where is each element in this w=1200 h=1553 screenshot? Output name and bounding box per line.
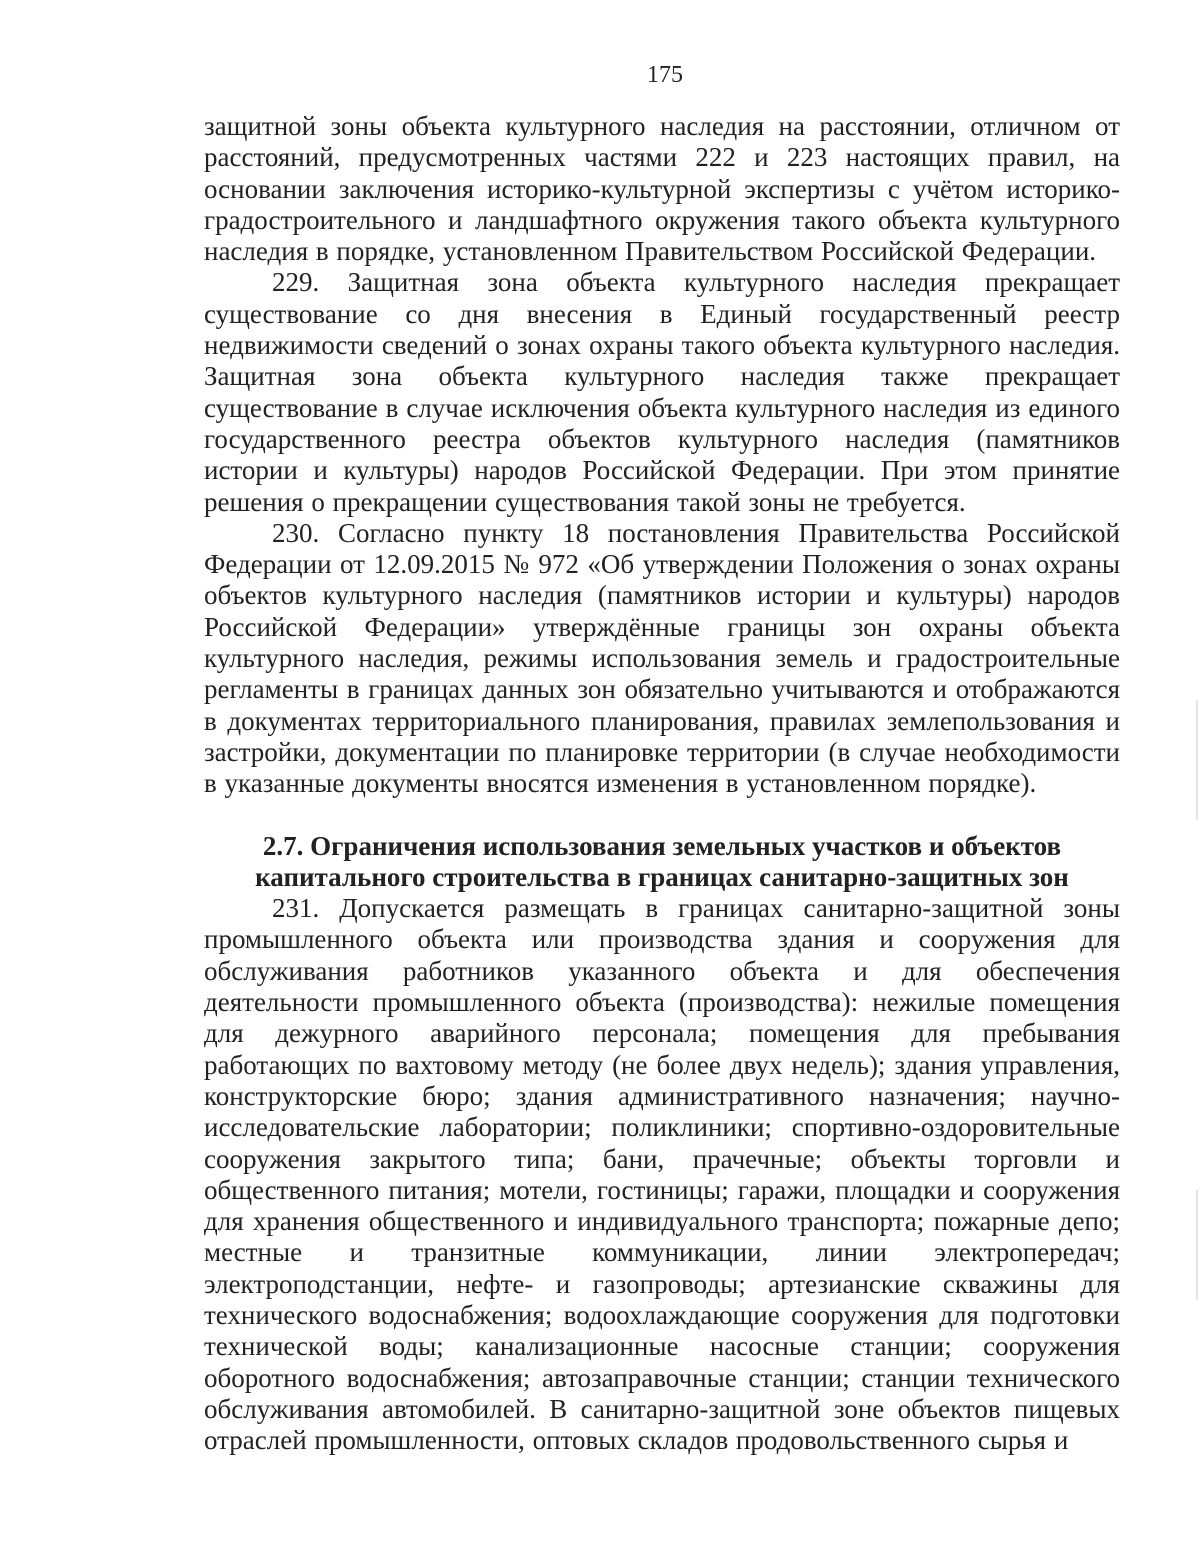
paragraph-229: 229. Защитная зона объекта культурного наследия прекращает существование со дня внесения в Единый государственный реестр недвижимости сведений о зонах охраны такого объекта культурного наследия. Защитная зона объекта культурного наследия также прекращает существование в случае исключения объекта культурного наследия из единого государственного реестра объектов культурного наследия (памятников истории и культуры) народов Российской Федерации. При этом принятие решения о прекращении существования такой зоны не требуется. xyxy=(204,267,1120,517)
paragraph-231: 231. Допускается размещать в границах санитарно-защитной зоны промышленного объекта или производства здания и сооружения для обслуживания работников указанного объекта и для обеспечения деятельности промышленного объекта (производства): нежилые помещения для дежурного аварийного персонала; помещения для пребывания работающих по вахтовому методу (не более двух недель); здания управления, конструкторские бюро; здания административного назначения; научно-исследовательские лаборатории; поликлиники; спортивно-оздоровительные сооружения закрытого типа; бани, прачечные; объекты торговли и общественного питания; мотели, гостиницы; гаражи, площадки и сооружения для хранения общественного и индивидуального транспорта; пожарные депо; местные и транзитные коммуникации, линии электропередач; электроподстанции, нефте- и газопроводы; артезианские скважины для технического водоснабжения; водоохлаждающие сооружения для подготовки технической воды; канализационные насосные станции; сооружения оборотного водоснабжения; автозаправочные станции; станции технического обслуживания автомобилей. В санитарно-защитной зоне объектов пищевых отраслей промышленности, оптовых складов продовольственного сырья и xyxy=(204,893,1120,1456)
section-heading: 2.7. Ограничения использования земельных участков и объектов капитального строительства в границах санитарно-защитных зон xyxy=(255,830,1069,892)
document-body xyxy=(204,111,1120,1456)
paragraph-230: 230. Согласно пункту 18 постановления Правительства Российской Федерации от 12.09.2015 № 972 «Об утверждении Положения о зонах охраны объектов культурного наследия (памятников истории и культуры) народов Российской Федерации» утверждённые границы зон охраны объекта культурного наследия, режимы использования земель и градостроительные регламенты в границах данных зон обязательно учитываются и отображаются в документах территориального планирования, правилах землепользования и застройки, документации по планировке территории (в случае необходимости в указанные документы вносятся изменения в установленном порядке). xyxy=(204,517,1120,799)
scan-edge-mark xyxy=(1196,700,1198,820)
paragraph-228-continuation: защитной зоны объекта культурного наследия на расстоянии, отличном от расстояний, предусмотренных частями 222 и 223 настоящих правил, на основании заключения историко-культурной экспертизы с учётом историко-градостроительного и ландшафтного окружения такого объекта культурного наследия в порядке, установленном Правительством Российской Федерации. xyxy=(204,111,1120,267)
page-number: 175 xyxy=(647,62,683,88)
scan-edge-mark xyxy=(1196,1190,1198,1300)
